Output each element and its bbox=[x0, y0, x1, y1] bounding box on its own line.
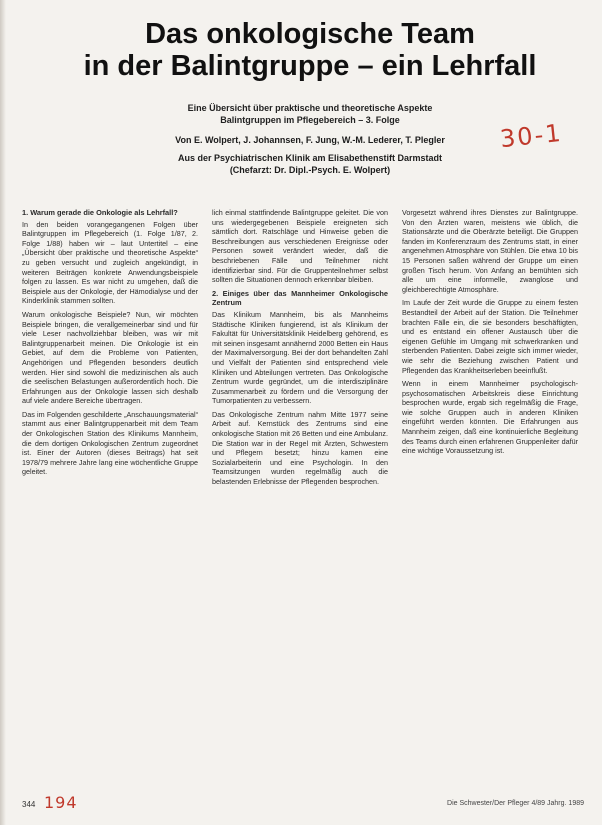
page-number: 344 bbox=[22, 800, 36, 809]
authors-line: Von E. Wolpert, J. Johannsen, F. Jung, W.-M. Lederer, T. Plegler bbox=[175, 135, 445, 145]
text-column-1 bbox=[22, 208, 198, 786]
page-edge-shadow bbox=[0, 0, 6, 825]
paragraph: Warum onkologische Beispiele? Nun, wir möchten Beispiele bringen, die verallgemeinerbar sind und für viele Leser nachvollziehbar bleiben, was wir mit Balintgruppenarbeit meinen. Die Onkologie ist ein Gebiet, auf dem die Probleme von Patienten, Angehörigen und Pflegenden besonders deutlich werden. Hier sind sowohl die medizinischen als auch die seelischen Belastungen außerordentlich hoch. Die Erfahrungen aus der Onkologie lassen sich deshalb auf viele andere Bereiche übertragen. bbox=[22, 309, 198, 406]
article-title bbox=[40, 18, 580, 82]
title-line-1: Das onkologische Team bbox=[145, 18, 475, 50]
affiliation-line-2: (Chefarzt: Dr. Dipl.-Psych. E. Wolpert) bbox=[229, 165, 391, 175]
paragraph: Das Klinikum Mannheim, bis als Mannheims Städtische Kliniken fungierend, ist als Klinikum der Fakultät für Universitätsklinik Heidelberg gehörend, es mit seinen insgesamt annähernd 2000 Betten ein Haus der Maximalversorgung. Bei der dort behandelten Zahl und Vielfalt der Patienten sind entsprechend viele Kliniken und Abteilungen vertreten. Das Onkologische Zentrum wurde gegründet, um die interdisziplinäre Zusammenarbeit zu fördern und die Versorgung der Tumorpatienten zu verbessern. bbox=[212, 309, 388, 406]
paragraph: lich einmal stattfindende Balintgruppe geleitet. Die von uns wiedergegebenen Beispiele ereigneten sich sämtlich dort. Ratschläge und Hinweise geben die Beschreibungen aus verschiedenen Ereignisse oder Personen soweit verändert wieder, daß die beschriebenen Fälle und Teilnehmer nicht identifizierbar sind. Für die Gruppenteilnehmer selbst sollten die Situationen dennoch erkennbar bleiben. bbox=[212, 208, 388, 285]
affiliation bbox=[150, 152, 470, 176]
text-column-2 bbox=[212, 208, 388, 786]
section-heading-1: 1. Warum gerade die Onkologie als Lehrfall? bbox=[22, 208, 178, 217]
affiliation-line-1: Aus der Psychiatrischen Klinik am Elisabethenstift Darmstadt bbox=[177, 153, 443, 163]
section-heading-2: 2. Einiges über das Mannheimer Onkologische Zentrum bbox=[212, 288, 388, 308]
handwritten-mark: 30-1 bbox=[498, 118, 564, 154]
paragraph: In den beiden vorangegangenen Folgen über Balintgruppen im Pflegebereich (1. Folge 1/87, 2. Folge 1/88) haben wir – laut Untertitel – eine „Übersicht über praktische und theoretische Aspekte“ zu geben versucht und zugleich angekündigt, in weiteren Beiträgen konkrete Anwendungsbeispiele folgen zu lassen. Es war nicht zu umgehen, daß die Beispiele aus der Onkologie, der Hämodialyse und der Kinderklinik stammen sollten. bbox=[22, 219, 198, 306]
paragraph: Wenn in einem Mannheimer psychologisch-psychosomatischen Arbeitskreis diese Einrichtung besprochen wurde, ergab sich regelmäßig die Frage, wie solche Gruppen auch in anderen Kliniken eingeführt werden könnten. Die Erfahrungen aus Mannheim zeigen, daß eine kontinuierliche Begleitung des Teams durch einen erfahrenen Gruppenleiter dafür eine wichtige Voraussetzung ist. bbox=[402, 379, 578, 456]
paragraph: Das Onkologische Zentrum nahm Mitte 1977 seine Arbeit auf. Kernstück des Zentrums sind eine onkologische Station mit 26 Betten und eine Ambulanz. Die Station war in der Regel mit Ärzten, Schwestern und Pflegern besetzt; hinzu kamen eine Sozialarbeiterin und eine Psychologin. In den Teamsitzungen wurden regelmäßig auch die belastenden Erlebnisse der Pflegenden besprochen. bbox=[212, 409, 388, 487]
subtitle-line-2: Balintgruppen im Pflegebereich – 3. Folge bbox=[220, 115, 400, 125]
text-column-3 bbox=[402, 208, 578, 786]
paragraph: Im Laufe der Zeit wurde die Gruppe zu einem festen Bestandteil der Arbeit auf der Station. Die Teilnehmer brachten Fälle ein, die sie besonders beschäftigten, und es entstand ein offener Austausch über die eigenen Gefühle im Umgang mit schwerkranken und sterbenden Patienten. Dabei zeigte sich immer wieder, wie sehr die Beziehung zwischen Patient und Pflegenden das Krankheitserleben beeinflußt. bbox=[402, 298, 578, 375]
paragraph: Das im Folgenden geschilderte „Anschauungsmaterial“ stammt aus einer Balintgruppenarbeit mit dem Team der Onkologischen Station des Klinikums Mannheim, die dem dortigen Onkologischen Zentrum zugeordnet ist. Einer der Autoren (dieses Beitrags) hat seit 1978/79 mehrere Jahre lang eine wöchentliche Gruppe geleitet. bbox=[22, 409, 198, 477]
article-subtitle bbox=[140, 102, 480, 126]
paragraph: Vorgesetzt während ihres Dienstes zur Balintgruppe. Von den Ärzten waren, meistens wie üblich, die Stationsärzte und die Oberärzte beteiligt. Die Gruppen fanden im Konferenzraum des Zentrums statt, in einer angenehmen Atmosphäre von Stühlen. Die etwa 10 bis 15 Personen saßen während der Gruppe um einen großen Tisch herum. Von Anfang an bemühten sich alle um eine informelle, zwanglose und gleichberechtigte Atmosphäre. bbox=[402, 208, 578, 294]
journal-citation: Die Schwester/Der Pfleger 4/89 Jahrg. 1989 bbox=[447, 800, 584, 807]
handwritten-page-number: 194 bbox=[44, 793, 78, 812]
subtitle-line-1: Eine Übersicht über praktische und theoretische Aspekte bbox=[187, 103, 433, 113]
title-line-2: in der Balintgruppe – ein Lehrfall bbox=[83, 50, 537, 82]
